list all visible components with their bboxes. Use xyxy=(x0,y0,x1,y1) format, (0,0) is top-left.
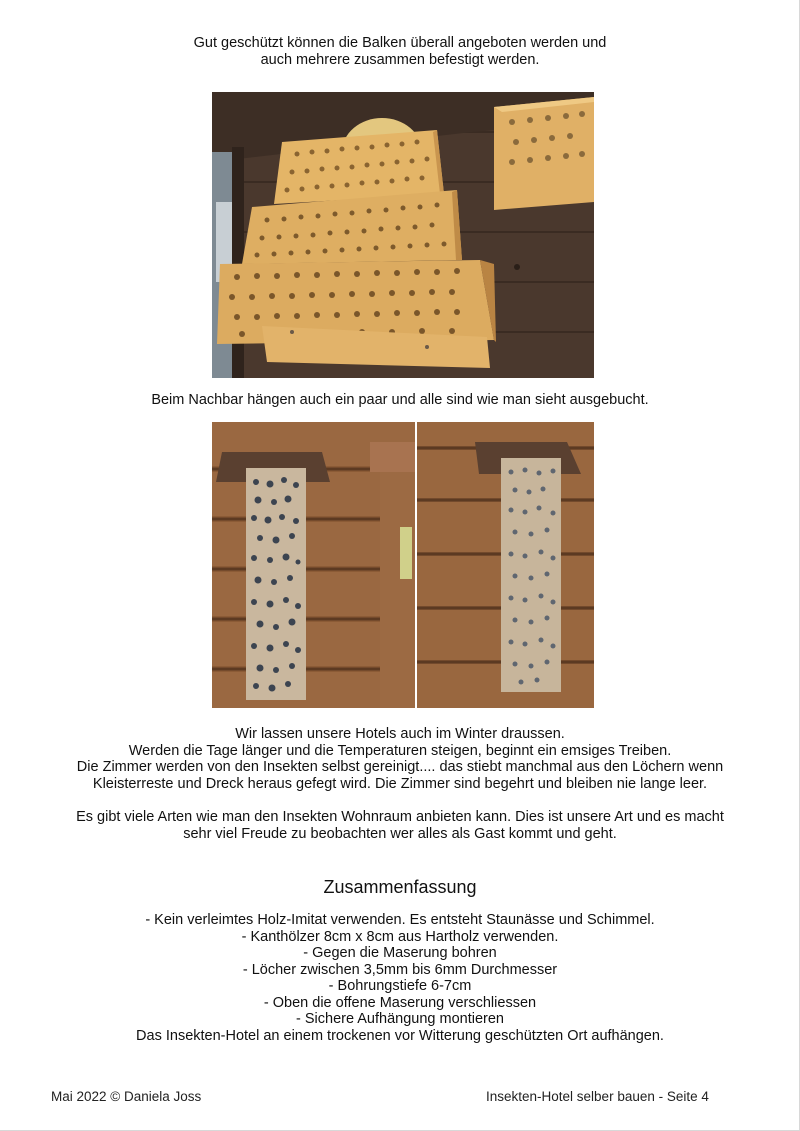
summary-item: - Oben die offene Maserung verschliessen xyxy=(263,994,537,1011)
summary-item: - Gegen die Maserung bohren xyxy=(303,945,497,961)
summary-item: - Löcher zwischen 3,5mm bis 6mm Durchmesser xyxy=(242,961,558,978)
paragraph-ways xyxy=(0,809,800,842)
photo-neighbor-hotel-right xyxy=(417,422,594,708)
winter-line-1: Wir lassen unsere Hotels auch im Winter draussen. xyxy=(235,726,565,742)
summary-item: Das Insekten-Hotel an einem trockenen vor Witterung geschützten Ort aufhängen. xyxy=(136,1027,664,1044)
intro-text xyxy=(0,35,800,68)
winter-line-4: Kleisterreste und Dreck heraus gefegt wird. Die Zimmer sind begehrt und bleiben nie lange leer. xyxy=(92,775,708,792)
neighbor-hotel-right-illustration xyxy=(417,422,594,708)
ways-line-1: Es gibt viele Arten wie man den Insekten Wohnraum anbieten kann. Dies ist unsere Art und es macht xyxy=(76,809,724,825)
summary-item: - Kanthölzer 8cm x 8cm aus Hartholz verwenden. xyxy=(241,928,559,945)
footer-date-copyright: Mai 2022 © Daniela Joss xyxy=(51,1089,202,1104)
ways-line-2: sehr viel Freude zu beobachten wer alles als Gast kommt und geht. xyxy=(183,825,617,842)
summary-item: - Bohrungstiefe 6-7cm xyxy=(328,978,472,994)
summary-item: - Sichere Aufhängung montieren xyxy=(296,1011,504,1027)
winter-line-2: Werden die Tage länger und die Temperaturen steigen, beginnt ein emsiges Treiben. xyxy=(128,742,672,759)
summary-list xyxy=(0,912,800,1044)
summary-item: - Kein verleimtes Holz-Imitat verwenden. Es entsteht Staunässe und Schimmel. xyxy=(145,912,655,928)
winter-line-3: Die Zimmer werden von den Insekten selbst gereinigt.... das stiebt manchmal aus den Löchern wenn xyxy=(76,759,724,775)
photo-neighbor-hotel-left xyxy=(212,422,415,708)
stacked-beams-illustration xyxy=(212,92,594,378)
photo-stacked-beams xyxy=(212,92,594,378)
footer-page-info: Insekten-Hotel selber bauen - Seite 4 xyxy=(486,1089,709,1104)
paragraph-winter xyxy=(0,726,800,792)
summary-heading: Zusammenfassung xyxy=(323,877,477,897)
intro-line-1: Gut geschützt können die Balken überall angeboten werden und xyxy=(193,35,607,51)
caption-neighbor: Beim Nachbar hängen auch ein paar und alle sind wie man sieht ausgebucht. xyxy=(151,392,649,408)
intro-line-2: auch mehrere zusammen befestigt werden. xyxy=(260,51,540,68)
neighbor-hotel-left-illustration xyxy=(212,422,415,708)
